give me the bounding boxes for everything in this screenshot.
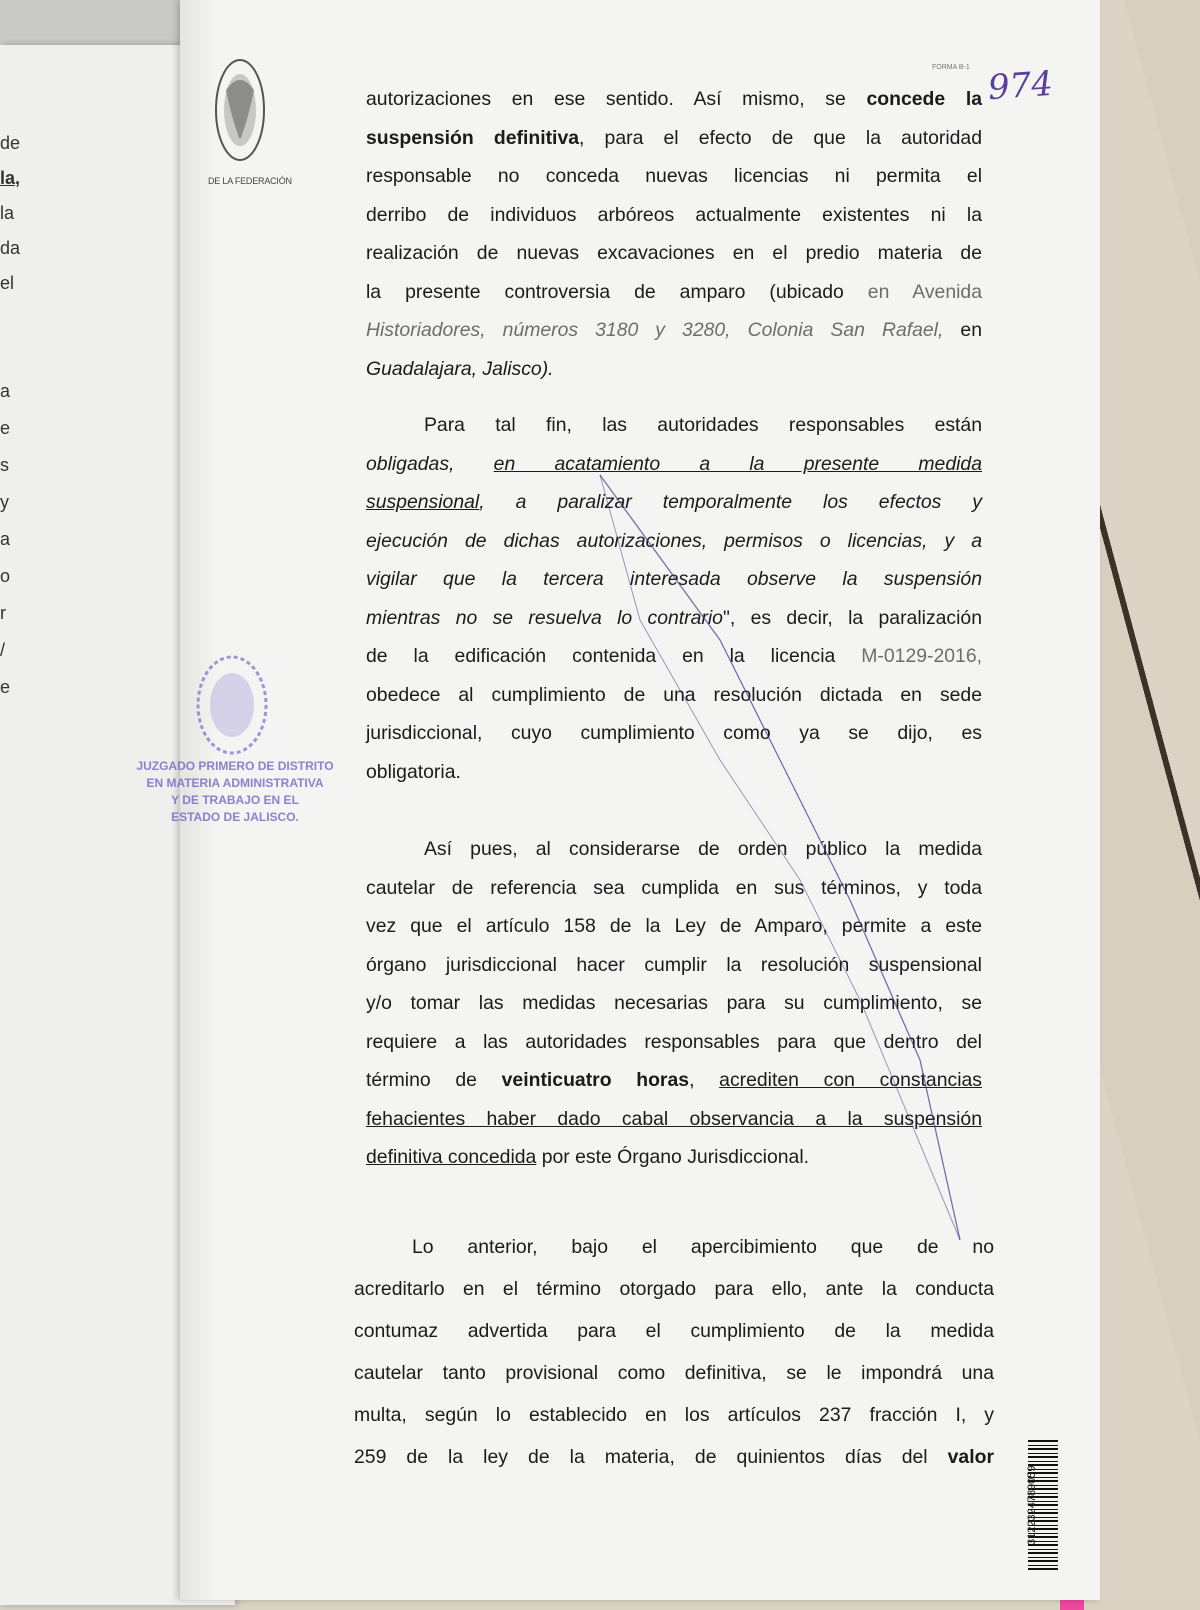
text-line xyxy=(366,637,982,676)
bold-text: suspensión definitiva xyxy=(366,126,580,149)
text-line xyxy=(366,311,982,350)
text-line: responsable no conceda nuevas licencias ni permita el xyxy=(366,165,982,187)
text-line xyxy=(366,80,982,119)
text-run: en xyxy=(943,319,982,341)
italic-text: , a paralizar temporalmente los efectos y xyxy=(479,491,982,513)
text-line: derribo de individuos arbóreos actualmente existentes ni la xyxy=(366,203,982,226)
italic-text: ejecución de dichas autorizaciones, permisos o licencias, y a xyxy=(366,529,982,552)
text-line xyxy=(366,445,982,484)
text-line: y/o tomar las medidas necesarias para su cumplimiento, se xyxy=(366,992,982,1014)
italic-text: obligadas, xyxy=(366,452,494,475)
left-fragment: r xyxy=(0,603,6,623)
left-fragment: da xyxy=(0,238,21,258)
underlined-text: en acatamiento a la presente medida xyxy=(493,452,983,475)
left-fragment: e xyxy=(0,418,11,438)
underlined-text: suspensional xyxy=(366,491,480,513)
handwritten-page-number: 974 xyxy=(986,63,1055,109)
left-fragment: / xyxy=(0,640,6,660)
court-stamp-text xyxy=(110,758,360,826)
text-run: , xyxy=(689,1069,720,1091)
italic-text: Historiadores, números 3180 y 3280, Colonia San Rafael, xyxy=(366,319,944,341)
left-fragment: la, xyxy=(0,168,21,188)
text-line xyxy=(366,522,982,561)
text-line: obedece al cumplimiento de una resolución dictada en sede xyxy=(366,683,982,706)
court-stamp-icon xyxy=(192,650,272,760)
stamp-line: JUZGADO PRIMERO DE DISTRITO xyxy=(136,759,334,773)
paragraph-2 xyxy=(366,406,982,791)
left-fragment: a xyxy=(0,381,11,401)
mexican-seal-icon xyxy=(212,50,274,170)
underlined-text: definitiva concedida xyxy=(366,1146,537,1168)
text-line: obligatoria. xyxy=(366,760,461,783)
faded-text: en Avenida xyxy=(867,280,982,303)
paragraph-4 xyxy=(354,1226,994,1478)
underlined-text: acrediten con constancias xyxy=(719,1069,982,1091)
form-code: FORMA B-1 xyxy=(932,64,970,71)
bold-text: valor xyxy=(947,1446,994,1468)
text-line xyxy=(366,599,982,638)
left-fragment: a xyxy=(0,529,11,549)
license-number: M-0129-2016, xyxy=(861,645,982,667)
stamp-line: EN MATERIA ADMINISTRATIVA xyxy=(146,776,324,790)
italic-text: Guadalajara, Jalisco). xyxy=(366,357,554,380)
text-line: fehacientes haber dado cabal observancia a la suspensión xyxy=(366,1107,982,1130)
text-run: de la edificación contenida en la licencia xyxy=(366,645,862,667)
bold-text: veinticuatro horas xyxy=(501,1069,690,1091)
text-line: órgano jurisdiccional hacer cumplir la resolución suspensional xyxy=(366,953,982,976)
text-run: por este Órgano Jurisdiccional. xyxy=(536,1146,810,1168)
left-fragment: el xyxy=(0,273,15,293)
text-line: Así pues, al considerarse de orden público la medida xyxy=(424,838,982,860)
paragraph-1 xyxy=(366,80,982,388)
seal-caption: DE LA FEDERACIÓN xyxy=(208,176,292,186)
text-line: multa, según lo establecido en los artículos 237 fracción I, y xyxy=(354,1404,994,1426)
left-fragment: s xyxy=(0,455,9,475)
text-line: contumaz advertida para el cumplimiento de la medida xyxy=(354,1320,994,1342)
left-fragment: o xyxy=(0,566,11,586)
text-line xyxy=(366,273,982,312)
italic-text: vigilar que la tercera interesada observe la suspensión xyxy=(366,568,982,590)
text-line: acreditarlo en el término otorgado para ello, ante la conducta xyxy=(354,1278,994,1300)
text-line: realización de nuevas excavaciones en el predio materia de xyxy=(366,242,982,264)
italic-text: mientras no se resuelva lo contrario xyxy=(366,606,723,629)
text-line: Lo anterior, bajo el apercibimiento que de no xyxy=(412,1236,994,1258)
text-line: vez que el artículo 158 de la Ley de Amparo, permite a este xyxy=(366,915,982,937)
text-run: ", es decir, la paralización xyxy=(722,606,982,629)
text-run: 259 de la ley de la materia, de quinientos días del xyxy=(354,1446,948,1468)
bold-text: concede la xyxy=(866,88,982,110)
text-line xyxy=(366,350,982,389)
stamp-line: Y DE TRABAJO EN EL xyxy=(171,793,299,807)
text-run: la presente controversia de amparo (ubicado xyxy=(366,280,868,303)
left-fragment: de xyxy=(0,133,21,153)
text-line: cautelar de referencia sea cumplida en sus términos, y toda xyxy=(366,876,982,899)
document-page xyxy=(136,0,1100,1600)
text-run: autorizaciones en ese sentido. Así mismo, se xyxy=(366,88,867,110)
text-line xyxy=(354,1436,994,1478)
left-fragment: la xyxy=(0,203,15,223)
text-line xyxy=(366,1061,982,1100)
text-line: requiere a las autoridades responsables para que dentro del xyxy=(366,1030,982,1053)
text-line xyxy=(366,1138,982,1177)
left-fragment: e xyxy=(0,677,11,697)
paragraph-3 xyxy=(366,830,982,1177)
text-run: término de xyxy=(366,1069,502,1091)
text-line xyxy=(366,119,982,158)
left-fragment: y xyxy=(0,492,9,512)
stamp-line: ESTADO DE JALISCO. xyxy=(171,810,299,824)
text-line: cautelar tanto provisional como definitiva, se le impondrá una xyxy=(354,1362,994,1384)
text-line: Para tal fin, las autoridades responsables están xyxy=(424,414,982,436)
text-run: , para el efecto de que la autoridad xyxy=(579,126,982,149)
text-line xyxy=(366,483,982,522)
text-line xyxy=(366,560,982,599)
text-line: jurisdiccional, cuyo cumplimiento como ya se dijo, es xyxy=(366,722,982,744)
barcode-number: 3122324789059 xyxy=(1026,1465,1038,1545)
